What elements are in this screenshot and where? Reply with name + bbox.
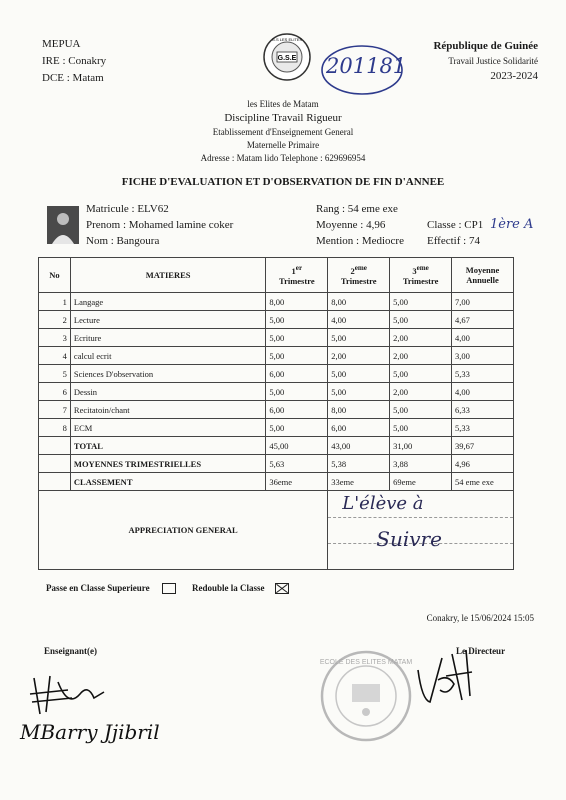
- student-classe-handwritten: 1ère A: [489, 217, 534, 232]
- page-title: FICHE D'EVALUATION ET D'OBSERVATION DE FIN D'ANNEE: [121, 176, 445, 188]
- cell-t3: 2,00: [390, 347, 452, 365]
- cell-no: 1: [39, 293, 71, 311]
- director-stamp: [318, 648, 414, 744]
- student-prenom: Prenom : Mohamed lamine coker: [86, 219, 234, 231]
- cell-t3: 2,00: [390, 329, 452, 347]
- cell-avg: 6,33: [452, 401, 514, 419]
- cell-avg: 7,00: [452, 293, 514, 311]
- table-row: [39, 347, 514, 365]
- school-level: Maternelle Primaire: [246, 140, 320, 150]
- cell-avg: 5,33: [452, 419, 514, 437]
- cell-t2: 5,00: [328, 365, 390, 383]
- cell-t3: 5,00: [390, 401, 452, 419]
- cell-t2: 2,00: [328, 347, 390, 365]
- cell-t1: 5,00: [266, 419, 328, 437]
- student-classe: Classe : CP1: [427, 219, 484, 231]
- cell-t1: 5,00: [266, 329, 328, 347]
- cell-no: 4: [39, 347, 71, 365]
- cell-t1: 6,00: [266, 401, 328, 419]
- cell-subject: Dessin: [70, 383, 265, 401]
- enseignant-label: Enseignant(e): [44, 646, 98, 656]
- logo-ring-text: G.S LES ELITES: [271, 37, 303, 42]
- cell-t1: 8,00: [266, 293, 328, 311]
- passe-checkbox[interactable]: [162, 583, 176, 594]
- school-slogan: Discipline Travail Rigueur: [224, 112, 342, 124]
- student-mention: Mention : Mediocre: [316, 235, 404, 247]
- cell-subject: Ecriture: [70, 329, 265, 347]
- directeur-label: Le Directeur: [456, 646, 506, 656]
- header-t1: 1er Trimestre: [266, 258, 328, 293]
- cell-t3: 5,00: [390, 311, 452, 329]
- passe-label: Passe en Classe Superieure: [46, 583, 150, 593]
- logo-text: G.S.E: [277, 55, 297, 62]
- header-moyenne: Moyenne Annuelle: [452, 258, 514, 293]
- cell-avg: 5,33: [452, 365, 514, 383]
- table-row: [39, 401, 514, 419]
- header-left: [42, 36, 106, 87]
- student-moyenne: Moyenne : 4,96: [316, 219, 386, 231]
- cell-avg: 4,67: [452, 311, 514, 329]
- country-motto: Travail Justice Solidarité: [448, 56, 538, 66]
- student-rang: Rang : 54 eme exe: [316, 203, 398, 215]
- total-row: TOTAL 45,00 43,00 31,00 39,67: [39, 437, 514, 455]
- appreciation-field: [328, 491, 514, 570]
- table-header-row: [39, 258, 514, 293]
- cell-subject: ECM: [70, 419, 265, 437]
- school-logo: [262, 32, 312, 82]
- student-photo: [47, 206, 79, 244]
- table-row: [39, 293, 514, 311]
- cell-t2: 6,00: [328, 419, 390, 437]
- cell-t1: 5,00: [266, 383, 328, 401]
- classement-row: CLASSEMENT 36eme 33eme 69eme 54 eme exe: [39, 473, 514, 491]
- appreciation-row: [39, 491, 514, 570]
- teacher-name-hand: MBarry Jjibril: [20, 720, 160, 744]
- cell-t3: 5,00: [390, 365, 452, 383]
- issue-date: Conakry, le 15/06/2024 15:05: [426, 613, 534, 623]
- cell-no: 2: [39, 311, 71, 329]
- header-no: No: [39, 258, 71, 293]
- header-t2: 2eme Trimestre: [328, 258, 390, 293]
- student-info-right: [427, 217, 533, 249]
- table-row: [39, 419, 514, 437]
- teacher-signature: [28, 668, 108, 718]
- student-effectif: Effectif : 74: [427, 235, 480, 247]
- cell-t2: 5,00: [328, 329, 390, 347]
- dce-label: DCE : Matam: [42, 72, 104, 84]
- header-matieres: MATIERES: [70, 258, 265, 293]
- cell-avg: 3,00: [452, 347, 514, 365]
- country-name: République de Guinée: [433, 40, 538, 52]
- cell-t1: 5,00: [266, 347, 328, 365]
- moyennes-row: MOYENNES TRIMESTRIELLES 5,63 5,38 3,88 4,96: [39, 455, 514, 473]
- student-info-left: [86, 201, 233, 249]
- cell-no: 3: [39, 329, 71, 347]
- grades-table: [38, 257, 514, 570]
- table-row: [39, 365, 514, 383]
- school-info: [183, 99, 383, 163]
- cell-subject: Langage: [70, 293, 265, 311]
- cell-no: 8: [39, 419, 71, 437]
- header-t3: 3eme Trimestre: [390, 258, 452, 293]
- redouble-label: Redouble la Classe: [192, 583, 265, 593]
- cell-subject: Sciences D'observation: [70, 365, 265, 383]
- cell-t1: 6,00: [266, 365, 328, 383]
- school-year: 2023-2024: [490, 70, 538, 82]
- school-address: Adresse : Matam lido Telephone : 629696954: [200, 153, 366, 163]
- ministry-label: MEPUA: [42, 38, 81, 50]
- redouble-checkbox[interactable]: [275, 583, 289, 594]
- table-row: [39, 311, 514, 329]
- cell-no: 6: [39, 383, 71, 401]
- decision-redouble: [192, 583, 289, 594]
- cell-subject: Recitatoin/chant: [70, 401, 265, 419]
- cell-subject: calcul ecrit: [70, 347, 265, 365]
- cell-t3: 5,00: [390, 419, 452, 437]
- cell-t2: 4,00: [328, 311, 390, 329]
- ire-label: IRE : Conakry: [42, 55, 107, 67]
- cell-no: 5: [39, 365, 71, 383]
- table-row: [39, 383, 514, 401]
- cell-t3: 2,00: [390, 383, 452, 401]
- cell-avg: 4,00: [452, 329, 514, 347]
- stamp-text: ECOLE DES ELITES MATAM: [319, 659, 413, 666]
- cell-t2: 5,00: [328, 383, 390, 401]
- student-info-middle: [316, 201, 404, 249]
- header-right: [388, 40, 538, 82]
- handwritten-id-text: 201181: [326, 54, 407, 78]
- cell-t2: 8,00: [328, 293, 390, 311]
- director-signature: [408, 640, 488, 710]
- student-matricule: Matricule : ELV62: [86, 203, 169, 215]
- cell-t2: 8,00: [328, 401, 390, 419]
- appreciation-hand-1: L'élève à: [342, 493, 424, 514]
- cell-avg: 4,00: [452, 383, 514, 401]
- decision-passe: [46, 583, 176, 594]
- table-row: [39, 329, 514, 347]
- appreciation-label: APPRECIATION GENERAL: [39, 491, 328, 570]
- cell-t1: 5,00: [266, 311, 328, 329]
- cell-no: 7: [39, 401, 71, 419]
- school-name: les Elites de Matam: [247, 99, 319, 109]
- cell-subject: Lecture: [70, 311, 265, 329]
- cell-t3: 5,00: [390, 293, 452, 311]
- appreciation-hand-2: Suivre: [376, 527, 442, 551]
- student-nom: Nom : Bangoura: [86, 235, 160, 247]
- school-type: Etablissement d'Enseignement General: [212, 127, 354, 137]
